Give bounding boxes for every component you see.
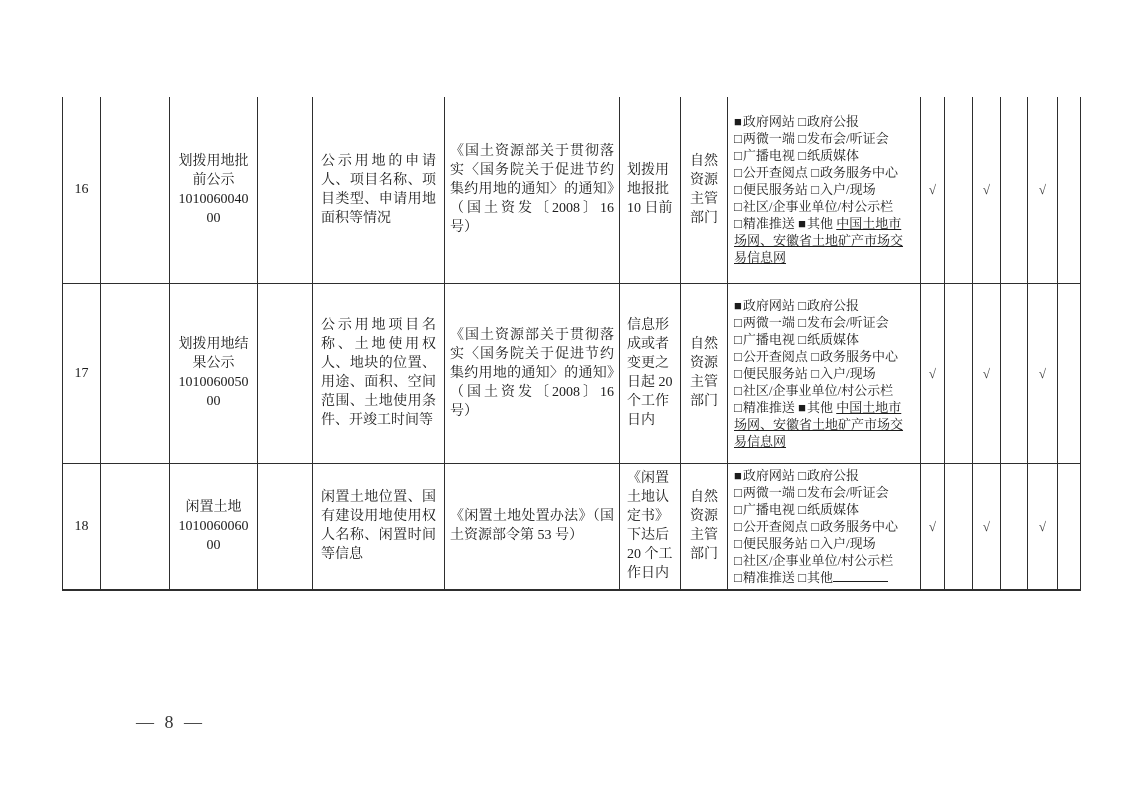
channel-option (734, 502, 795, 517)
checkbox-checked-icon: ■ (798, 399, 807, 415)
checkbox-unchecked-icon: □ (798, 484, 807, 500)
checkbox-unchecked-icon: □ (734, 165, 743, 181)
channel-label: 便民服务站 (742, 365, 808, 381)
checkbox-unchecked-icon: □ (734, 365, 743, 381)
checkbox-unchecked-icon: □ (734, 535, 743, 551)
check-mark: √ (1038, 518, 1047, 534)
channel-option (734, 468, 795, 483)
checkbox-checked-icon: ■ (734, 467, 743, 483)
channel-label: 入户/现场 (819, 182, 876, 198)
seq-cell: 16 (63, 97, 101, 283)
check-cell (1001, 97, 1028, 283)
check-mark: √ (982, 518, 991, 534)
channel-option (798, 570, 833, 585)
channel-option (798, 502, 859, 517)
channels-cell (728, 283, 921, 463)
other-channel-text: 中国土地市场网、安徽省土地矿产市场交易信息网 (734, 216, 904, 266)
check-cell (945, 463, 973, 590)
channel-label: 政府公报 (806, 467, 859, 483)
checkbox-unchecked-icon: □ (734, 501, 743, 517)
channel-option (734, 570, 795, 585)
checkbox-unchecked-icon: □ (734, 216, 743, 232)
channel-option (798, 315, 888, 330)
check-cell (921, 463, 945, 590)
channel-label: 社区/企事业单位/村公示栏 (742, 382, 894, 398)
check-mark: √ (982, 365, 991, 381)
check-cell (973, 283, 1001, 463)
checkbox-unchecked-icon: □ (734, 382, 743, 398)
channel-option (798, 114, 859, 129)
table-rows (63, 97, 1081, 590)
checkbox-unchecked-icon: □ (798, 297, 807, 313)
checkbox-unchecked-icon: □ (798, 314, 807, 330)
channel-option (734, 182, 808, 197)
content-cell: 公示用地的申请人、项目名称、项目类型、申请用地面积等情况 (313, 97, 445, 283)
item-code-text: 101006004000 (178, 191, 249, 226)
channel-label: 入户/现场 (819, 365, 876, 381)
channel-label: 政务服务中心 (819, 348, 898, 364)
channel-option (734, 400, 795, 415)
channel-label: 发布会/听证会 (806, 314, 889, 330)
item-cell (170, 463, 258, 590)
check-mark: √ (928, 365, 937, 381)
channel-option (811, 165, 898, 180)
checkbox-unchecked-icon: □ (798, 569, 807, 585)
channel-label: 广播电视 (742, 501, 795, 517)
department-cell: 自然资源主管部门 (681, 463, 728, 590)
category-cell (101, 283, 170, 463)
channel-option (811, 182, 875, 197)
check-cell (921, 97, 945, 283)
check-cell (921, 283, 945, 463)
channel-option (798, 148, 859, 163)
channel-option (734, 131, 795, 146)
channel-label: 发布会/听证会 (806, 131, 889, 147)
check-cell (945, 97, 973, 283)
checkbox-unchecked-icon: □ (798, 148, 807, 164)
check-cell (1058, 283, 1081, 463)
category-cell (101, 97, 170, 283)
checkbox-checked-icon: ■ (734, 297, 743, 313)
item-cell (170, 283, 258, 463)
channel-label: 纸质媒体 (806, 331, 859, 347)
category-cell (101, 463, 170, 590)
page-number: — 8 — (136, 712, 205, 732)
channel-option (734, 519, 808, 534)
channel-option (798, 485, 888, 500)
check-cell (1001, 283, 1028, 463)
channel-label: 社区/企事业单位/村公示栏 (742, 552, 894, 568)
checkbox-unchecked-icon: □ (798, 114, 807, 130)
channel-label: 发布会/听证会 (806, 484, 889, 500)
check-mark: √ (982, 182, 991, 198)
legal-basis-cell: 《国土资源部关于贯彻落实〈国务院关于促进节约集约用地的通知〉的通知》（国土资发〔2008〕16 号） (445, 283, 620, 463)
checkbox-unchecked-icon: □ (734, 148, 743, 164)
checkbox-unchecked-icon: □ (734, 131, 743, 147)
check-cell (945, 283, 973, 463)
checkbox-unchecked-icon: □ (734, 399, 743, 415)
check-cell (973, 97, 1001, 283)
channel-option (734, 349, 808, 364)
channel-label: 政府公报 (806, 297, 859, 313)
checkbox-unchecked-icon: □ (798, 331, 807, 347)
channel-label: 其他 (806, 216, 833, 232)
channel-option (798, 468, 859, 483)
check-cell (973, 463, 1001, 590)
table-row (63, 97, 1081, 283)
check-cell (1028, 463, 1058, 590)
subitem-cell (258, 97, 313, 283)
channel-option (734, 216, 795, 231)
channel-option (734, 553, 893, 568)
channels-cell (728, 463, 921, 590)
checkbox-unchecked-icon: □ (811, 165, 820, 181)
channel-label: 两微一端 (742, 484, 795, 500)
channel-label: 公开查阅点 (742, 348, 808, 364)
channel-option (734, 383, 893, 398)
channel-option (734, 165, 808, 180)
checkbox-unchecked-icon: □ (734, 348, 743, 364)
check-mark: √ (1038, 365, 1047, 381)
table-row (63, 463, 1081, 590)
channel-label: 精准推送 (742, 399, 795, 415)
checkbox-unchecked-icon: □ (811, 365, 820, 381)
channel-option (798, 332, 859, 347)
channel-option (811, 536, 875, 551)
check-cell (1001, 463, 1028, 590)
item-code-text: 101006006000 (178, 518, 249, 553)
channel-label: 政府网站 (742, 114, 795, 130)
item-name-text: 划拨用地结果公示 (178, 337, 249, 371)
check-cell (1028, 283, 1058, 463)
channel-label: 精准推送 (742, 216, 795, 232)
legal-basis-cell: 《国土资源部关于贯彻落实〈国务院关于促进节约集约用地的通知〉的通知》（国土资发〔2008〕16 号） (445, 97, 620, 283)
channel-option (734, 485, 795, 500)
channel-label: 广播电视 (742, 148, 795, 164)
checkbox-unchecked-icon: □ (734, 484, 743, 500)
checkbox-unchecked-icon: □ (734, 552, 743, 568)
channel-option (798, 216, 833, 231)
checkbox-unchecked-icon: □ (734, 199, 743, 215)
content-cell: 闲置土地位置、国有建设用地使用权人名称、闲置时间等信息 (313, 463, 445, 590)
channel-option (734, 148, 795, 163)
item-code-text: 101006005000 (178, 375, 249, 409)
department-cell: 自然资源主管部门 (681, 283, 728, 463)
checkbox-unchecked-icon: □ (811, 182, 820, 198)
item-cell (170, 97, 258, 283)
time-limit-cell: 信息形成或者变更之日起 20 个工作日内 (620, 283, 681, 463)
check-mark: √ (928, 518, 937, 534)
channel-label: 入户/现场 (819, 535, 876, 551)
content-cell: 公示用地项目名称、土地使用权人、地块的位置、用途、面积、空间范围、土地使用条件、开竣工时间等 (313, 283, 445, 463)
checkbox-unchecked-icon: □ (734, 569, 743, 585)
channel-label: 政务服务中心 (819, 518, 898, 534)
channel-option (734, 298, 795, 313)
channel-label: 政府网站 (742, 297, 795, 313)
checkbox-unchecked-icon: □ (798, 131, 807, 147)
channel-option (811, 366, 875, 381)
channels-cell (728, 97, 921, 283)
check-cell (1058, 97, 1081, 283)
time-limit-cell: 划拨用地报批 10 日前 (620, 97, 681, 283)
channel-label: 公开查阅点 (742, 518, 808, 534)
channel-label: 社区/企事业单位/村公示栏 (742, 199, 894, 215)
seq-cell: 17 (63, 283, 101, 463)
item-name-text: 闲置土地 (185, 499, 242, 515)
check-mark: √ (1038, 182, 1047, 198)
legal-basis-cell: 《闲置土地处置办法》（国土资源部令第 53 号） (445, 463, 620, 590)
time-limit-cell: 《闲置土地认定书》下达后 20 个工作日内 (620, 463, 681, 590)
channel-option (811, 349, 898, 364)
channel-option (734, 366, 808, 381)
channel-label: 政府网站 (742, 467, 795, 483)
channel-option (734, 114, 795, 129)
channel-option (734, 332, 795, 347)
disclosure-table (62, 97, 1081, 591)
check-cell (1028, 97, 1058, 283)
channel-label: 纸质媒体 (806, 148, 859, 164)
channel-label: 政府公报 (806, 114, 859, 130)
checkbox-unchecked-icon: □ (734, 314, 743, 330)
channel-option (798, 131, 888, 146)
subitem-cell (258, 463, 313, 590)
checkbox-checked-icon: ■ (798, 216, 807, 232)
checkbox-unchecked-icon: □ (798, 467, 807, 483)
check-mark: √ (928, 182, 937, 198)
other-channel-blank-line (833, 569, 888, 582)
channel-option (734, 199, 893, 214)
checkbox-checked-icon: ■ (734, 114, 743, 130)
table-row (63, 283, 1081, 463)
channel-label: 纸质媒体 (806, 501, 859, 517)
channel-option (811, 519, 898, 534)
other-channel-text: 中国土地市场网、安徽省土地矿产市场交易信息网 (734, 399, 904, 449)
channel-option (734, 536, 808, 551)
channel-label: 两微一端 (742, 131, 795, 147)
channel-label: 其他 (806, 569, 833, 585)
checkbox-unchecked-icon: □ (734, 331, 743, 347)
channel-label: 两微一端 (742, 314, 795, 330)
item-name-text: 划拨用地批前公示 (178, 153, 249, 188)
seq-cell: 18 (63, 463, 101, 590)
channel-label: 其他 (806, 399, 833, 415)
department-cell: 自然资源主管部门 (681, 97, 728, 283)
channel-label: 精准推送 (742, 569, 795, 585)
channel-label: 便民服务站 (742, 182, 808, 198)
channel-option (798, 400, 833, 415)
checkbox-unchecked-icon: □ (798, 501, 807, 517)
channel-option (798, 298, 859, 313)
checkbox-unchecked-icon: □ (811, 535, 820, 551)
channel-label: 公开查阅点 (742, 165, 808, 181)
checkbox-unchecked-icon: □ (734, 518, 743, 534)
channel-label: 政务服务中心 (819, 165, 898, 181)
checkbox-unchecked-icon: □ (811, 518, 820, 534)
checkbox-unchecked-icon: □ (811, 348, 820, 364)
check-cell (1058, 463, 1081, 590)
subitem-cell (258, 283, 313, 463)
channel-label: 便民服务站 (742, 535, 808, 551)
channel-label: 广播电视 (742, 331, 795, 347)
checkbox-unchecked-icon: □ (734, 182, 743, 198)
channel-option (734, 315, 795, 330)
